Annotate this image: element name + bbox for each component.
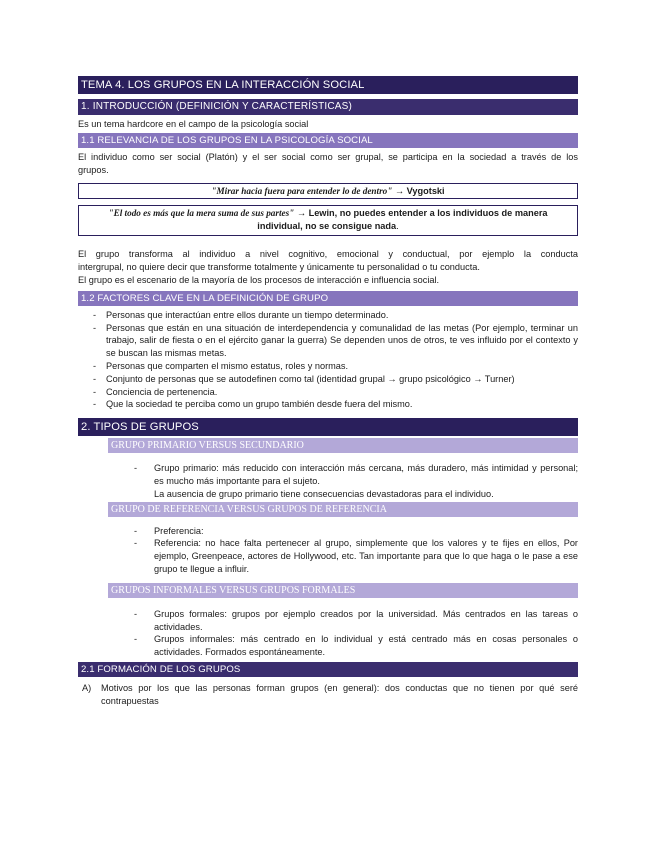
quote-lewin bbox=[78, 205, 578, 236]
list-item: - Grupos formales: grupos por ejemplo creados por la universidad. Más centrados en las tareas o actividades. bbox=[78, 608, 578, 634]
section-1-1-heading: 1.1 RELEVANCIA DE LOS GRUPOS EN LA PSICOLOGÍA SOCIAL bbox=[78, 133, 578, 148]
quote-text: "Mirar hacia fuera para entender lo de dentro" bbox=[211, 186, 393, 197]
section-1-heading: 1. INTRODUCCIÓN (DEFINICIÓN Y CARACTERÍSTICAS) bbox=[78, 99, 578, 115]
lettered-item-a bbox=[78, 682, 578, 708]
item-text: Motivos por los que las personas forman grupos (en general): dos conductas que no tienen por qué seré contrapuestas bbox=[101, 682, 578, 706]
paragraph-social-individual bbox=[78, 151, 578, 177]
paragraph-line: El individuo como ser social (Platón) y el ser social como ser grupal, se participa en la sociedad a través de los bbox=[78, 151, 578, 162]
list-item: - Conciencia de pertenencia. bbox=[78, 386, 578, 399]
paragraph-group-transforms bbox=[78, 248, 578, 286]
section-1-intro: Es un tema hardcore en el campo de la psicología social bbox=[78, 119, 309, 129]
list-item: - Grupo primario: más reducido con interacción más cercana, más duradero, más intimidad y personal; es mucho más importante para el sujeto. bbox=[78, 462, 578, 488]
list-item: - Personas que interactúan entre ellos durante un tiempo determinado. bbox=[78, 309, 578, 322]
document-title: TEMA 4. LOS GRUPOS EN LA INTERACCIÓN SOCIAL bbox=[78, 76, 578, 94]
category-primary-secondary-heading: GRUPO PRIMARIO VERSUS SECUNDARIO bbox=[108, 438, 578, 453]
primary-group-list bbox=[78, 462, 578, 488]
list-item-continuation: La ausencia de grupo primario tiene consecuencias devastadoras para el individuo. bbox=[154, 488, 494, 499]
formal-informal-list bbox=[78, 608, 578, 659]
category-reference-heading: GRUPO DE REFERENCIA VERSUS GRUPOS DE REFERENCIA bbox=[108, 502, 578, 517]
paragraph-line: grupos. bbox=[78, 164, 109, 175]
reference-group-list bbox=[78, 525, 578, 576]
category-informal-formal-heading: GRUPOS INFORMALES VERSUS GRUPOS FORMALES bbox=[108, 583, 578, 598]
quote-text: "El todo es más que la mera suma de sus partes" bbox=[108, 208, 295, 219]
section-1-2-heading: 1.2 FACTORES CLAVE EN LA DEFINICIÓN DE GRUPO bbox=[78, 291, 578, 306]
quote-author: → Vygotski bbox=[394, 186, 445, 197]
quote-vygotski bbox=[78, 183, 578, 199]
item-letter: A) bbox=[82, 682, 92, 693]
key-factors-list bbox=[78, 309, 578, 411]
list-item: - Que la sociedad te perciba como un grupo también desde fuera del mismo. bbox=[78, 398, 578, 411]
document-content bbox=[78, 76, 578, 708]
list-item: - Personas que comparten el mismo estatus, roles y normas. bbox=[78, 360, 578, 373]
list-item: - Conjunto de personas que se autodefinen como tal (identidad grupal → grupo psicológico → Turner) bbox=[78, 373, 578, 386]
list-item: - Grupos informales: más centrado en lo individual y está centrado más en cosas personales o actividades. Formados espontáneamente. bbox=[78, 633, 578, 659]
list-item: - Preferencia: bbox=[78, 525, 578, 538]
paragraph-line: intergrupal, no quiere decir que transforme totalmente y únicamente tu personalidad o tu conducta. bbox=[78, 262, 480, 273]
list-item: - Referencia: no hace falta pertenecer al grupo, simplemente que los valores y te fijes en ellos, Por ejemplo, Greenpeace, actores de Hollywood, etc. Tan importante para que lo que haga o le pase a ese grupo te llegue a influir. bbox=[78, 537, 578, 575]
quote-explanation: → Lewin, no puedes entender a los individuos de manera individual, no se consigue nada bbox=[257, 208, 548, 232]
list-item: - Personas que están en una situación de interdependencia y comunalidad de las metas (Por ejemplo, terminar un trabajo, salir de fiesta o en el ejército ganar la guerra) Se dependen unos de otros, te ves influido por el contexto y se buscan las mismas metas. bbox=[78, 322, 578, 360]
paragraph-line: El grupo es el escenario de la mayoría de los procesos de interacción e influencia social. bbox=[78, 274, 440, 285]
quote-period: . bbox=[396, 221, 399, 232]
section-2-1-heading: 2.1 FORMACIÓN DE LOS GRUPOS bbox=[78, 662, 578, 677]
section-2-heading: 2. TIPOS DE GRUPOS bbox=[78, 418, 578, 436]
paragraph-line: El grupo transforma al individuo a nivel cognitivo, emocional y conductual, por ejemplo la conducta bbox=[78, 249, 578, 260]
